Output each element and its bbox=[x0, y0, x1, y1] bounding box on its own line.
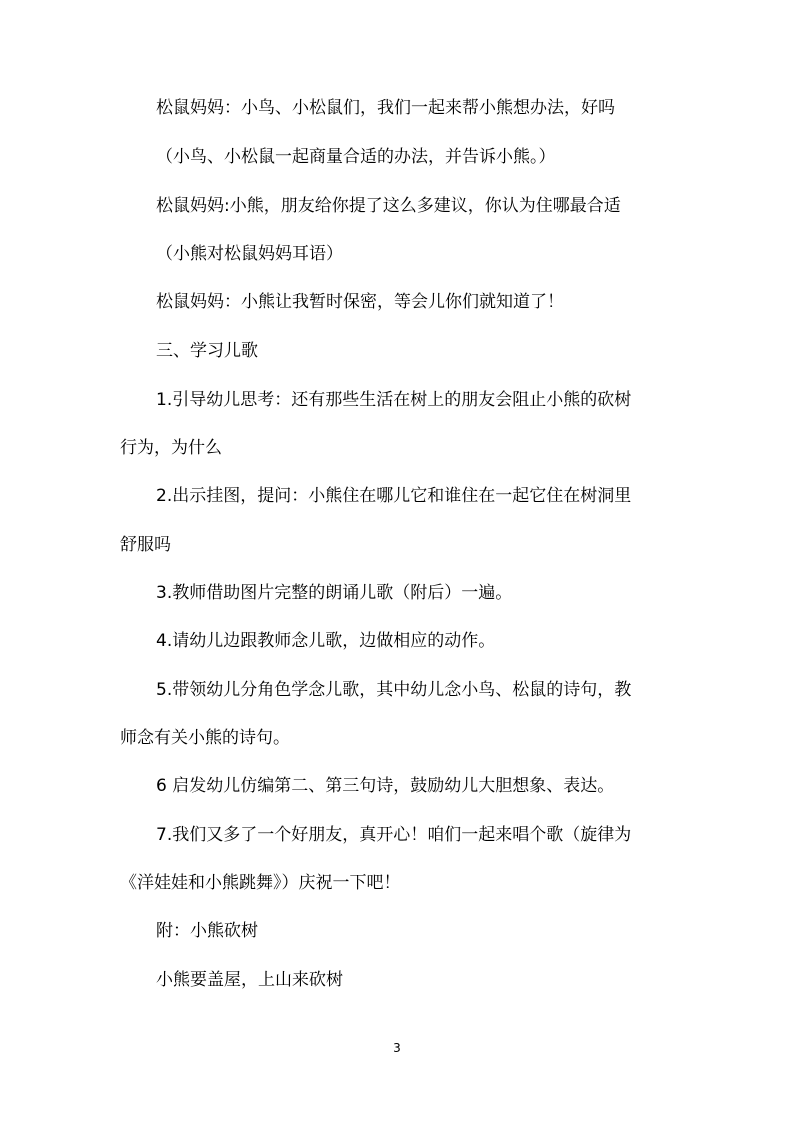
paragraph-line: 行为，为什么 bbox=[120, 438, 222, 458]
paragraph-line: 松鼠妈妈：小鸟、小松鼠们，我们一起来帮小熊想办法，好吗 bbox=[156, 98, 615, 118]
paragraph-line: 6 启发幼儿仿编第二、第三句诗，鼓励幼儿大胆想象、表达。 bbox=[156, 776, 615, 796]
paragraph-line: 松鼠妈妈：小熊让我暂时保密，等会儿你们就知道了！ bbox=[156, 292, 564, 312]
paragraph-line: 舒服吗 bbox=[120, 535, 171, 555]
paragraph-line: 1.引导幼儿思考：还有那些生活在树上的朋友会阻止小熊的砍树 bbox=[156, 390, 632, 410]
paragraph-line: 松鼠妈妈:小熊，朋友给你提了这么多建议，你认为住哪最合适 bbox=[156, 196, 621, 216]
section-heading: 三、学习儿歌 bbox=[156, 341, 258, 361]
paragraph-line: 3.教师借助图片完整的朗诵儿歌（附后）一遍。 bbox=[156, 583, 513, 603]
paragraph-line: （小鸟、小松鼠一起商量合适的办法，并告诉小熊。） bbox=[156, 147, 556, 167]
paragraph-line: 4.请幼儿边跟教师念儿歌，边做相应的动作。 bbox=[156, 631, 496, 651]
paragraph-line: 师念有关小熊的诗句。 bbox=[120, 728, 290, 748]
paragraph-line: （小熊对松鼠妈妈耳语） bbox=[156, 244, 343, 264]
poem-line: 小熊要盖屋，上山来砍树 bbox=[156, 970, 343, 990]
paragraph-line: 7.我们又多了一个好朋友，真开心！咱们一起来唱个歌（旋律为 bbox=[156, 825, 632, 845]
page-number: 3 bbox=[393, 1041, 401, 1055]
paragraph-line: 5.带领幼儿分角色学念儿歌，其中幼儿念小鸟、松鼠的诗句，教 bbox=[156, 680, 632, 700]
paragraph-line: 2.出示挂图，提问：小熊住在哪儿它和谁住在一起它住在树洞里 bbox=[156, 486, 632, 506]
paragraph-line: 《洋娃娃和小熊跳舞》）庆祝一下吧！ bbox=[120, 873, 401, 893]
appendix-title: 附：小熊砍树 bbox=[156, 921, 258, 941]
